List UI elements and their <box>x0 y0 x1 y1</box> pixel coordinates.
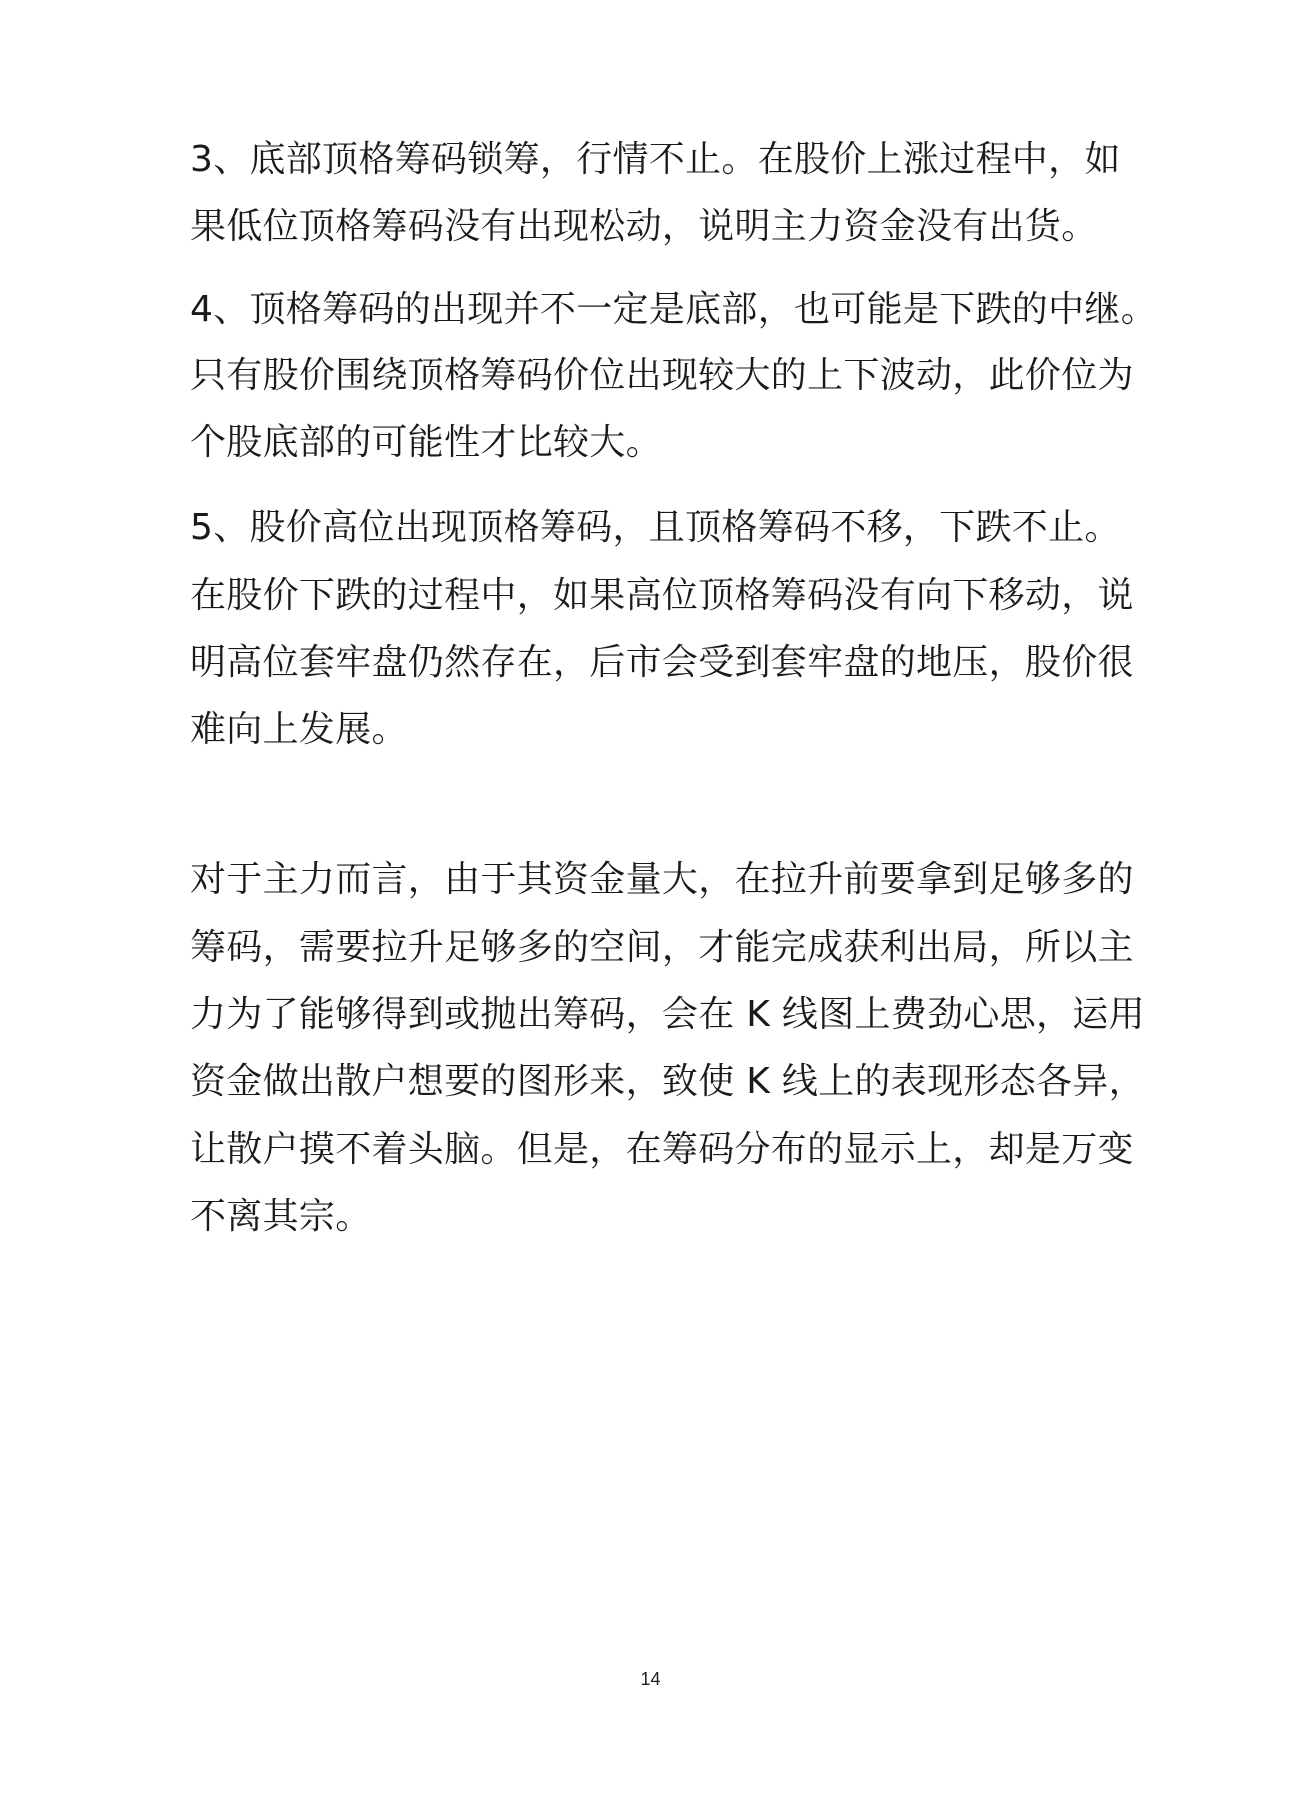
paragraph-3-line-2: 在股价下跌的过程中，如果高位顶格筹码没有向下移动，说 <box>190 575 1134 616</box>
page-number: 14 <box>640 1669 661 1689</box>
paragraph-3-line-3: 明高位套牢盘仍然存在，后市会受到套牢盘的地压，股价很 <box>190 642 1134 683</box>
paragraph-3-line-1: 5、股价高位出现顶格筹码，且顶格筹码不移，下跌不止。 <box>190 507 1121 548</box>
paragraph-4-line-3: 力为了能够得到或抛出筹码，会在 K 线图上费劲心思，运用 <box>190 994 1145 1035</box>
paragraph-2-line-1: 4、顶格筹码的出现并不一定是底部，也可能是下跌的中继。 <box>190 289 1158 330</box>
paragraph-2-line-2: 只有股价围绕顶格筹码价位出现较大的上下波动，此价位为 <box>190 355 1134 396</box>
paragraph-4-line-6: 不离其宗。 <box>190 1196 372 1237</box>
paragraph-4-line-1: 对于主力而言，由于其资金量大，在拉升前要拿到足够多的 <box>190 859 1134 900</box>
paragraph-3-line-4: 难向上发展。 <box>190 709 408 750</box>
paragraph-2-line-3: 个股底部的可能性才比较大。 <box>190 422 662 463</box>
paragraph-4-line-4: 资金做出散户想要的图形来，致使 K 线上的表现形态各异， <box>190 1061 1145 1102</box>
paragraph-1-line-1: 3、底部顶格筹码锁筹，行情不止。在股价上涨过程中，如 <box>190 139 1121 180</box>
paragraph-4-line-2: 筹码，需要拉升足够多的空间，才能完成获利出局，所以主 <box>190 927 1134 968</box>
paragraph-4-line-5: 让散户摸不着头脑。但是，在筹码分布的显示上，却是万变 <box>190 1129 1134 1170</box>
paragraph-1-line-2: 果低位顶格筹码没有出现松动，说明主力资金没有出货。 <box>190 206 1098 247</box>
